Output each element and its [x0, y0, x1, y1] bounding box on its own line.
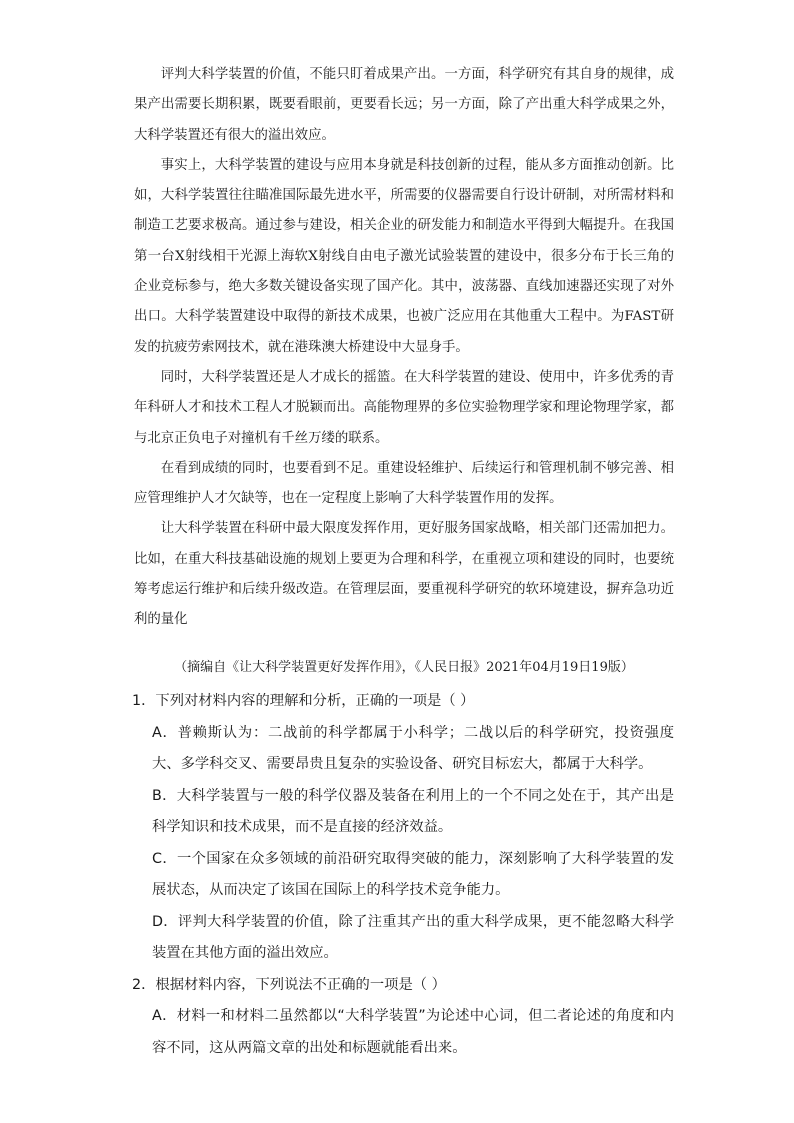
option-a: A．普赖斯认为：二战前的科学都属于小科学；二战以后的科学研究，投资强度大、多学科交叉、需要昂贵且复杂的实验设备、研究目标宏大，都属于大科学。	[152, 724, 674, 772]
question-1	[134, 686, 674, 970]
question-list	[134, 686, 674, 1064]
question-stem: 1．下列对材料内容的理解和分析，正确的一项是（ ）	[132, 693, 475, 709]
option-b: B．大科学装置与一般的科学仪器及装备在利用上的一个不同之处在于，其产出是科学知识和技术成果，而不是直接的经济效益。	[152, 787, 674, 835]
source-citation: （摘编自《让大科学装置更好发挥作用》，《人民日报》2021年04月19日19版）	[174, 660, 634, 675]
passage-paragraph-2: 事实上，大科学装置的建设与应用本身就是科技创新的过程，能从多方面推动创新。比如，大科学装置往往瞄准国际最先进水平，所需要的仪器需要自行设计研制，对所需材料和制造工艺要求极高。通过参与建设，相关企业的研发能力和制造水平得到大幅提升。在我国第一台X射线相干光源上海软X射线自由电子激光试验装置的建设中，很多分布于长三角的企业竞标参与，绝大多数关键设备实现了国产化。其中，波荡器、直线加速器还实现了对外出口。大科学装置建设中取得的新技术成果，也被广泛应用在其他重大工程中。为FAST研发的抗疲劳索网技术，就在港珠澳大桥建设中大显身手。	[134, 157, 674, 355]
reading-passage	[134, 60, 674, 636]
option-d: D．评判大科学装置的价值，除了注重其产出的重大科学成果，更不能忽略大科学装置在其他方面的溢出效应。	[152, 913, 674, 961]
option-a: A．材料一和材料二虽然都以“大科学装置”为论述中心词，但二者论述的角度和内容不同，这从两篇文章的出处和标题就能看出来。	[152, 1008, 674, 1056]
passage-paragraph-3: 同时，大科学装置还是人才成长的摇篮。在大科学装置的建设、使用中，许多优秀的青年科研人才和技术工程人才脱颖而出。高能物理界的多位实验物理学家和理论物理学家，都与北京正负电子对撞机有千丝万缕的联系。	[134, 369, 674, 446]
question-2	[134, 970, 674, 1065]
passage-paragraph-4: 在看到成绩的同时，也要看到不足。重建设轻维护、后续运行和管理机制不够完善、相应管理维护人才欠缺等，也在一定程度上影响了大科学装置作用的发挥。	[134, 460, 674, 507]
question-stem: 2．根据材料内容，下列说法不正确的一项是（ ）	[132, 976, 446, 993]
passage-paragraph-5: 让大科学装置在科研中最大限度发挥作用，更好服务国家战略，相关部门还需加把力。比如，在重大科技基础设施的规划上要更为合理和科学，在重视立项和建设的同时，也要统筹考虑运行维护和后续升级改造。在管理层面，要重视科学研究的软环境建设，摒弃急功近利的量化	[134, 521, 674, 628]
option-c: C．一个国家在众多领域的前沿研究取得突破的能力，深刻影响了大科学装置的发展状态，从而决定了该国在国际上的科学技术竞争能力。	[152, 850, 674, 898]
passage-paragraph-1: 评判大科学装置的价值，不能只盯着成果产出。一方面，科学研究有其自身的规律，成果产出需要长期积累，既要看眼前，更要看长远；另一方面，除了产出重大科学成果之外，大科学装置还有很大的溢出效应。	[134, 67, 674, 143]
